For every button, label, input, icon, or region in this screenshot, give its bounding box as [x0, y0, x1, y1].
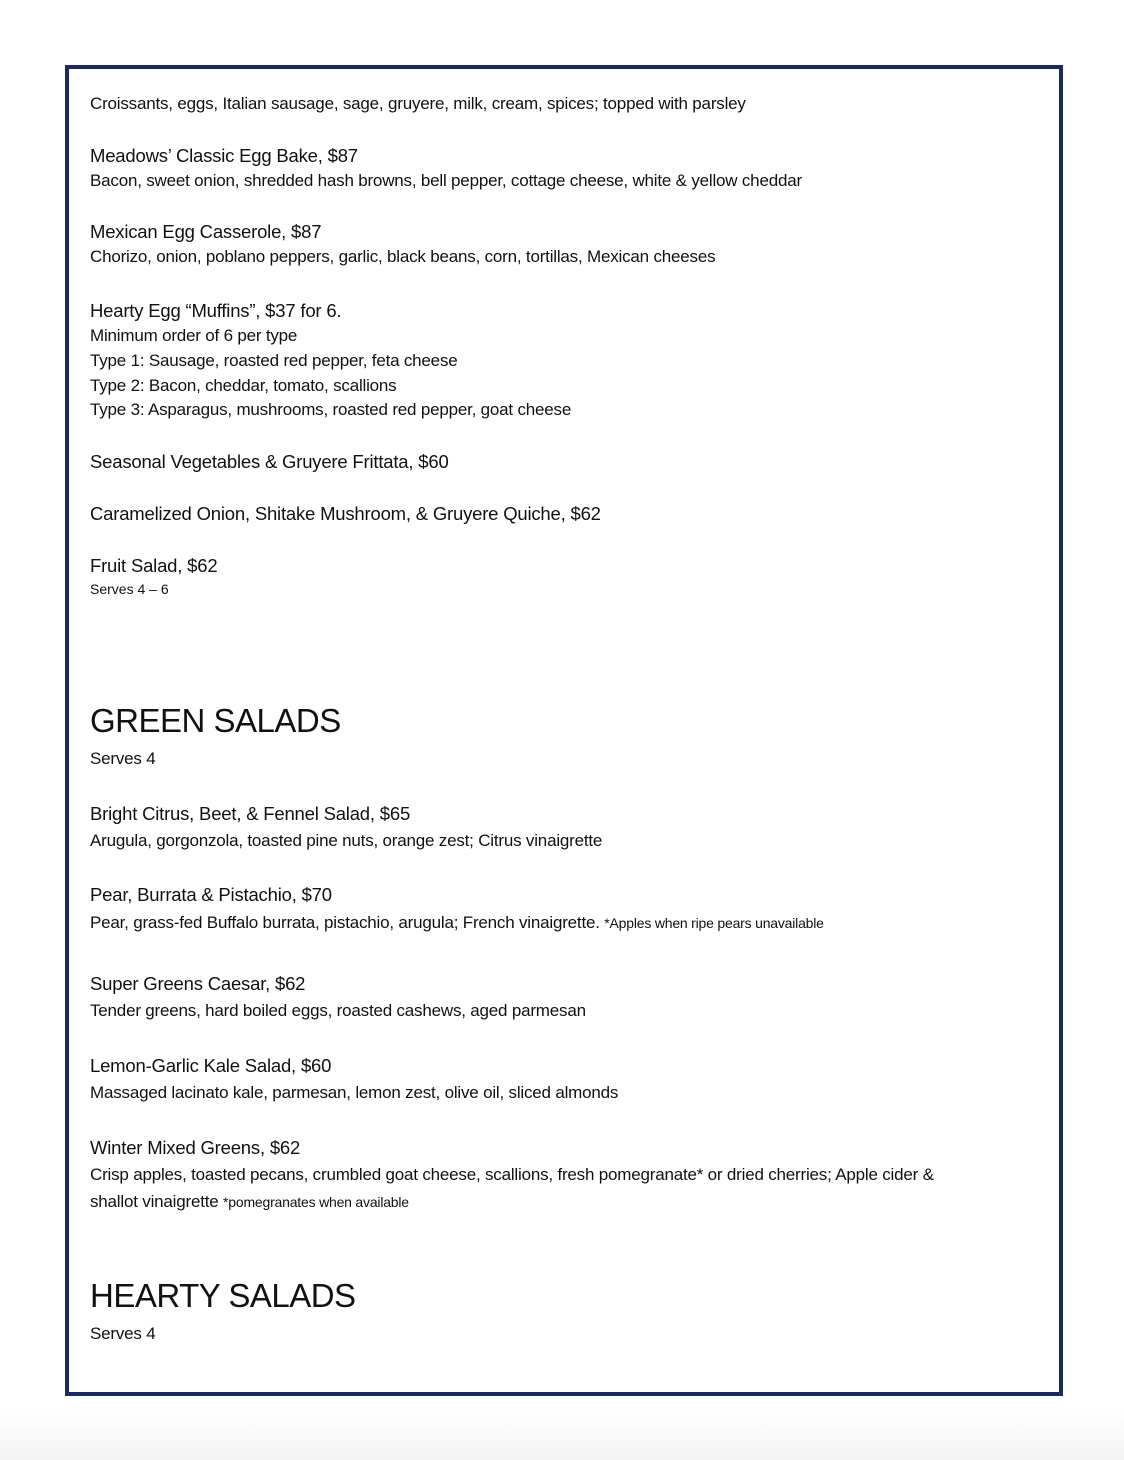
- item-title: Pear, Burrata & Pistachio, $70: [90, 884, 332, 905]
- item-desc: [90, 913, 824, 933]
- item-desc-text: Pear, grass-fed Buffalo burrata, pistachio, arugula; French vinaigrette.: [90, 913, 600, 932]
- item-desc: Tender greens, hard boiled eggs, roasted cashews, aged parmesan: [90, 1001, 586, 1020]
- item-title: Bright Citrus, Beet, & Fennel Salad, $65: [90, 803, 411, 824]
- item-title: Seasonal Vegetables & Gruyere Frittata, $60: [90, 451, 449, 472]
- item-desc: Crisp apples, toasted pecans, crumbled goat cheese, scallions, fresh pomegranate* or dried cherries; Apple cider &: [90, 1165, 934, 1184]
- section-serves: Serves 4: [90, 749, 156, 768]
- item-line: Type 1: Sausage, roasted red pepper, feta cheese: [90, 351, 458, 370]
- intro-line: Croissants, eggs, Italian sausage, sage, gruyere, milk, cream, spices; topped with parsley: [90, 94, 746, 113]
- item-line: Type 2: Bacon, cheddar, tomato, scallions: [90, 376, 397, 395]
- item-footnote: *Apples when ripe pears unavailable: [604, 915, 824, 931]
- item-title: Meadows’ Classic Egg Bake, $87: [90, 145, 358, 166]
- section-heading-hearty-salads: HEARTY SALADS: [90, 1277, 356, 1314]
- section-heading-green-salads: GREEN SALADS: [90, 702, 341, 739]
- item-title: Fruit Salad, $62: [90, 555, 218, 576]
- item-line: Type 3: Asparagus, mushrooms, roasted red pepper, goat cheese: [90, 400, 572, 419]
- item-title: Winter Mixed Greens, $62: [90, 1137, 301, 1158]
- item-line: Minimum order of 6 per type: [90, 326, 298, 345]
- item-title: Hearty Egg “Muffins”, $37 for 6.: [90, 300, 342, 321]
- item-footnote: *pomegranates when available: [223, 1194, 409, 1210]
- item-desc: [90, 1192, 409, 1212]
- item-desc: Arugula, gorgonzola, toasted pine nuts, orange zest; Citrus vinaigrette: [90, 831, 603, 850]
- item-note: Serves 4 – 6: [90, 581, 169, 597]
- item-title: Lemon-Garlic Kale Salad, $60: [90, 1055, 332, 1076]
- item-title: Caramelized Onion, Shitake Mushroom, & Gruyere Quiche, $62: [90, 503, 601, 524]
- item-title: Super Greens Caesar, $62: [90, 973, 306, 994]
- item-title: Mexican Egg Casserole, $87: [90, 221, 322, 242]
- item-desc: Bacon, sweet onion, shredded hash browns, bell pepper, cottage cheese, white & yellow cheddar: [90, 171, 802, 190]
- item-desc: Chorizo, onion, poblano peppers, garlic, black beans, corn, tortillas, Mexican cheeses: [90, 247, 716, 266]
- item-desc-text: shallot vinaigrette: [90, 1192, 219, 1211]
- section-serves: Serves 4: [90, 1324, 156, 1343]
- item-desc: Massaged lacinato kale, parmesan, lemon zest, olive oil, sliced almonds: [90, 1083, 619, 1102]
